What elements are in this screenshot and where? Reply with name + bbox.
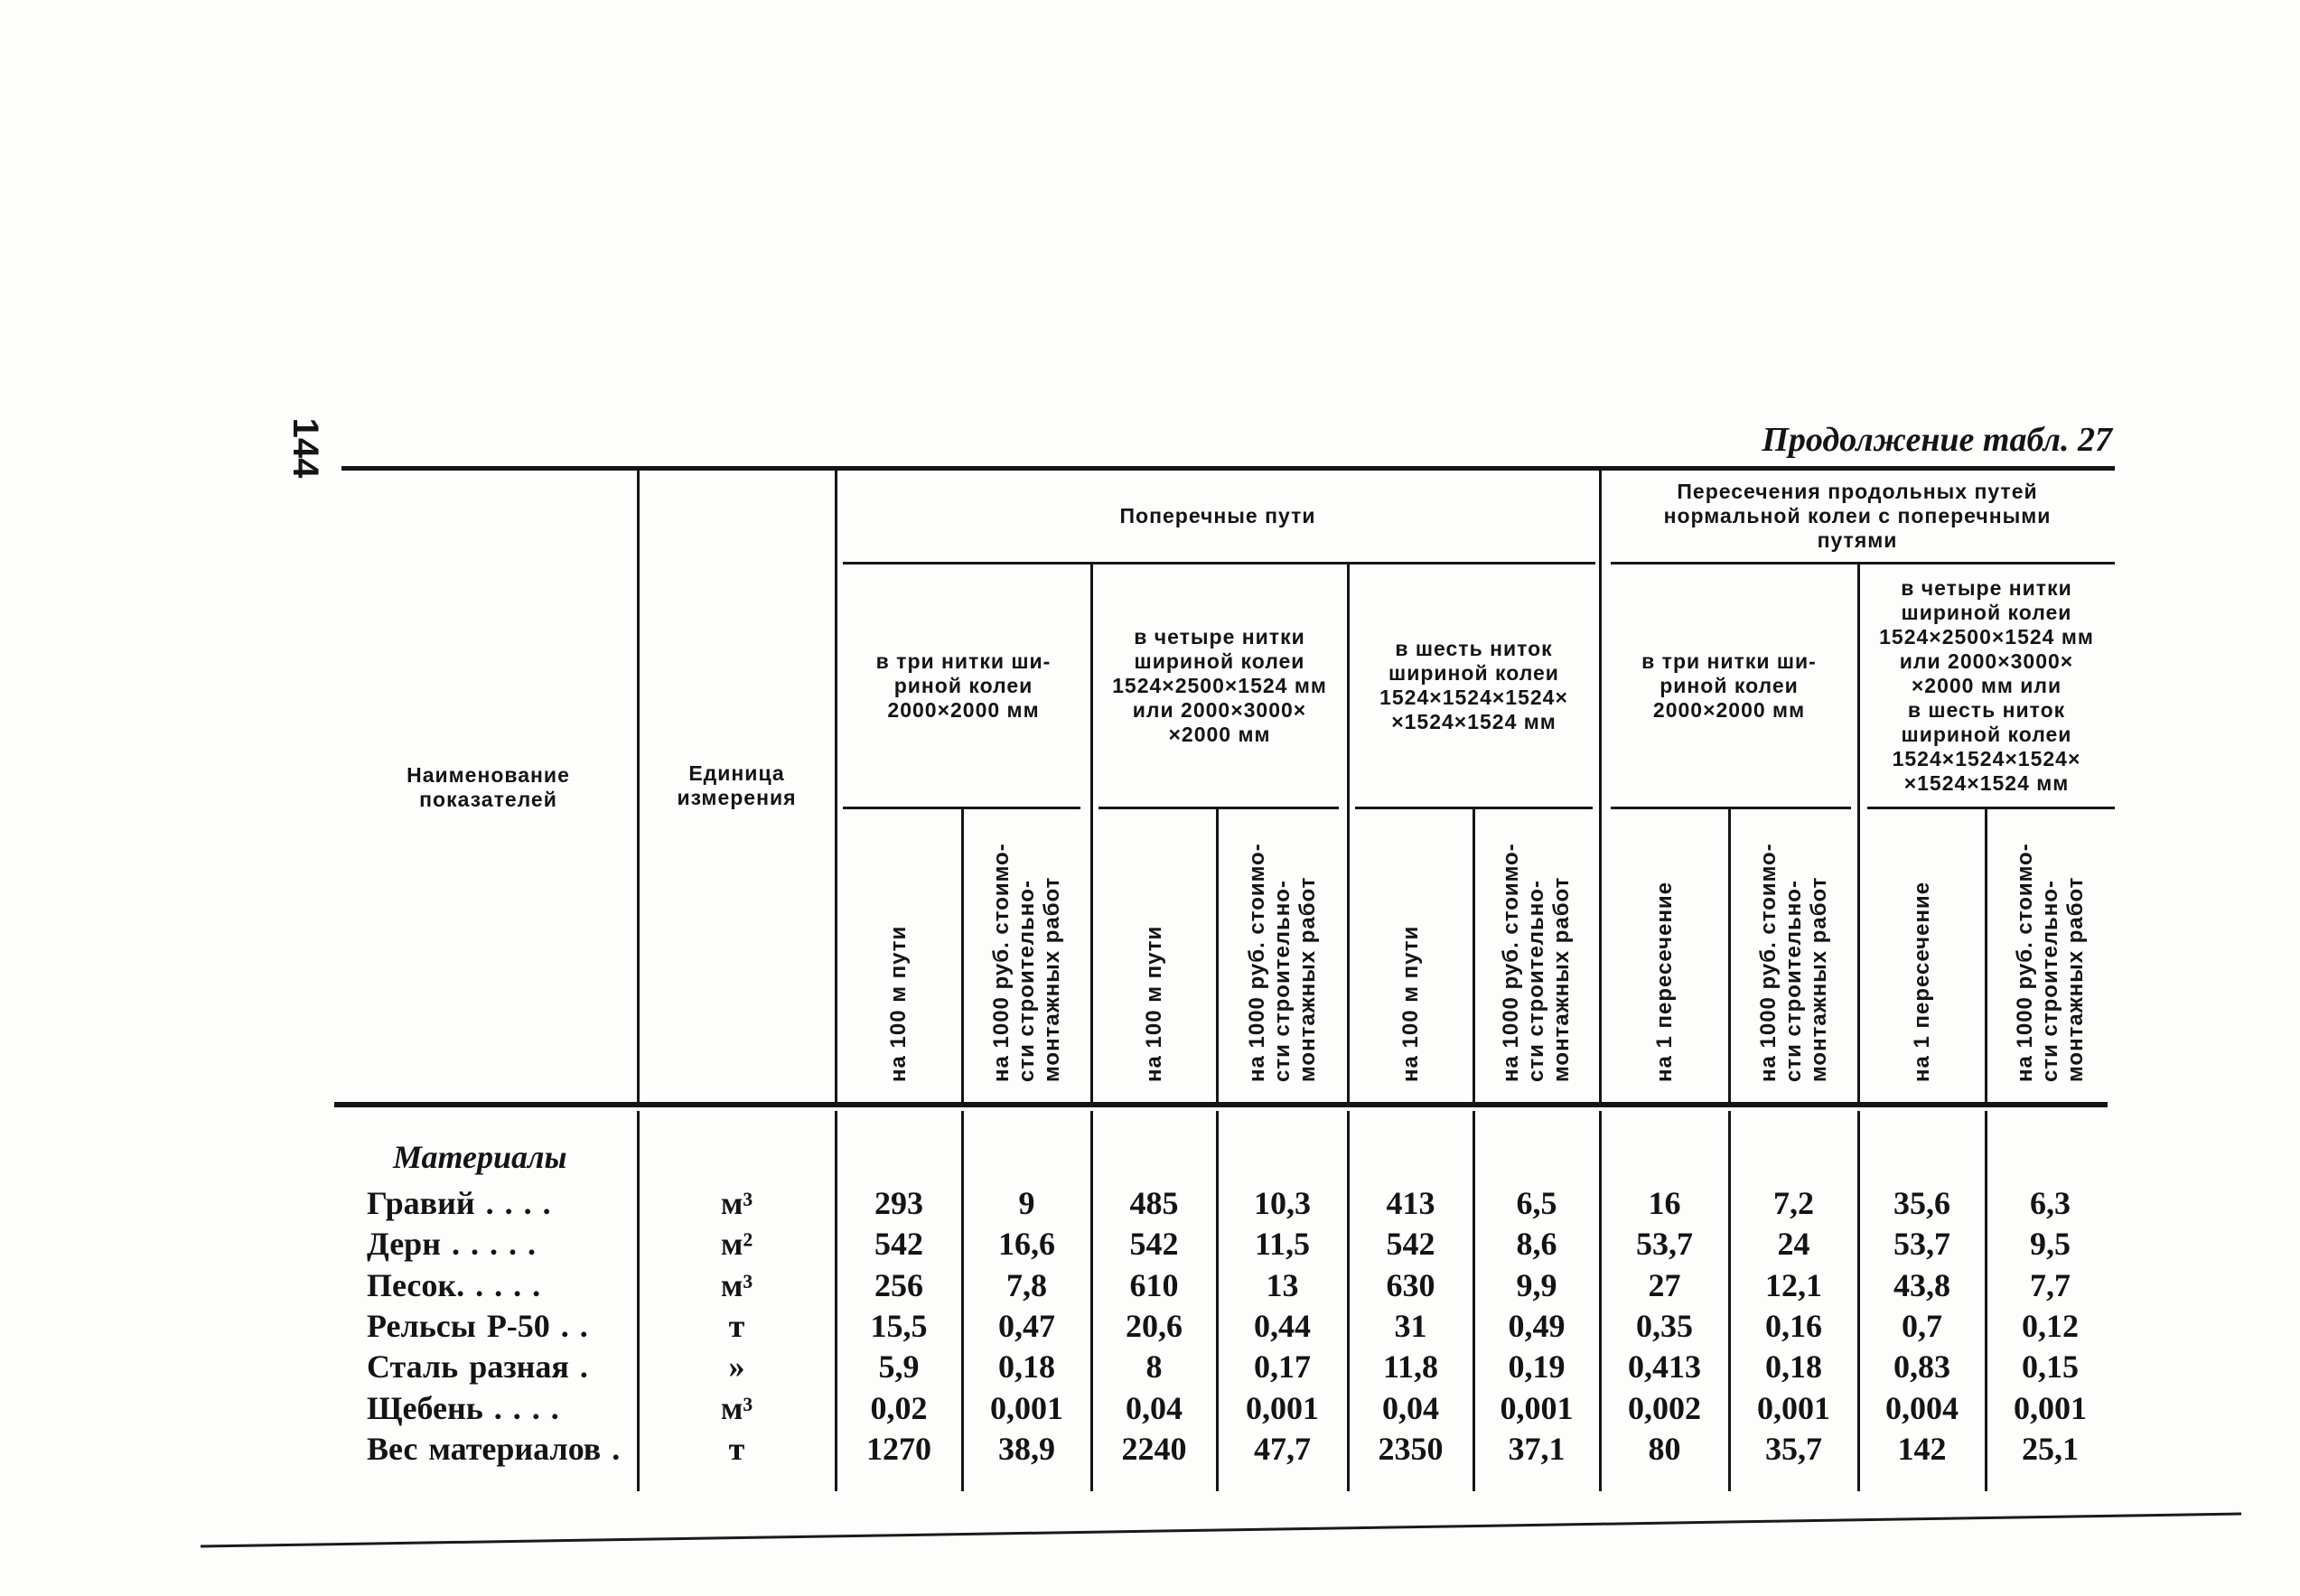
header-line: в три нитки ши-	[875, 649, 1052, 673]
label-line: сти строительно-	[1269, 880, 1295, 1082]
label-line: монтажных работ	[1039, 876, 1064, 1082]
material-value: 9	[1018, 1185, 1035, 1221]
material-value: 0,7	[1902, 1308, 1942, 1344]
material-value: 0,001	[1500, 1390, 1574, 1426]
material-value: 27	[1648, 1267, 1681, 1303]
rotated-label	[1756, 809, 1832, 1102]
material-value: 35,6	[1893, 1185, 1950, 1221]
material-value: 0,001	[1757, 1390, 1830, 1426]
material-value: 413	[1386, 1185, 1435, 1221]
header-line: или 2000×3000×	[1899, 649, 2074, 673]
material-value: 7,8	[1006, 1267, 1047, 1303]
measure-label-per-100m	[1091, 809, 1217, 1102]
label-line: на 100 м пути	[1141, 925, 1166, 1082]
label-line: монтажных работ	[1549, 876, 1574, 1082]
measure-label-per-1000-rub	[962, 809, 1091, 1102]
material-value: 0,19	[1508, 1349, 1566, 1385]
material-value: 0,47	[998, 1308, 1055, 1344]
rotated-label	[1245, 809, 1321, 1102]
material-value: 16,6	[998, 1226, 1055, 1262]
label-line: сти строительно-	[2037, 880, 2062, 1082]
material-value: 0,02	[870, 1390, 928, 1426]
section-title-materials: Материалы	[393, 1139, 567, 1175]
table-row	[0, 1388, 2300, 1429]
material-value: 0,16	[1765, 1308, 1822, 1344]
rotated-label	[1398, 809, 1424, 1102]
material-value: 0,002	[1628, 1390, 1701, 1426]
material-value: 10,3	[1254, 1185, 1311, 1221]
material-value: 15,5	[870, 1308, 928, 1344]
material-unit: »	[728, 1349, 745, 1385]
material-value: 2350	[1378, 1431, 1444, 1467]
material-value: 2240	[1121, 1431, 1187, 1467]
material-name: Щебень . . . .	[367, 1390, 559, 1426]
header-line: нормальной колеи с поперечными	[1663, 504, 2052, 527]
header-line: Наименование	[407, 763, 570, 787]
material-name: Вес материалов .	[367, 1431, 621, 1467]
rotated-label	[1910, 809, 1935, 1102]
header-subgroup-three-threads	[1600, 565, 1858, 807]
material-value: 38,9	[998, 1431, 1055, 1467]
material-value: 0,35	[1636, 1308, 1693, 1344]
header-line: путями	[1817, 528, 1898, 552]
bottom-rule-line	[201, 1514, 2241, 1546]
header-line: или 2000×3000×	[1132, 697, 1307, 722]
header-line: 1524×1524×1524×	[1892, 746, 2081, 770]
measure-label-per-intersection	[1600, 809, 1729, 1102]
material-value: 8	[1145, 1349, 1163, 1385]
rotated-label	[1499, 809, 1575, 1102]
header-line: ×1524×1524 мм	[1903, 770, 2070, 795]
label-line: монтажных работ	[2062, 876, 2088, 1082]
label-line: на 100 м пути	[886, 925, 911, 1082]
header-line: показателей	[419, 788, 557, 811]
material-name: Рельсы Р-50 . .	[367, 1308, 588, 1344]
material-value: 9,9	[1516, 1267, 1557, 1303]
label-line: сти строительно-	[1014, 880, 1039, 1082]
material-unit: т	[728, 1431, 745, 1467]
measure-label-per-1000-rub	[1473, 809, 1600, 1102]
header-line: 1524×2500×1524 мм	[1879, 624, 2094, 649]
material-value: 293	[874, 1185, 923, 1221]
material-value: 142	[1897, 1431, 1947, 1467]
header-subgroup-four-or-six-threads	[1858, 565, 2115, 807]
label-line: на 1000 руб. стоимо-	[1244, 843, 1269, 1082]
measure-label-per-1000-rub	[1729, 809, 1858, 1102]
label-line: на 1000 руб. стоимо-	[988, 843, 1014, 1082]
material-value: 0,001	[990, 1390, 1063, 1426]
header-line: в шесть ниток	[1395, 637, 1553, 660]
material-unit: т	[728, 1308, 745, 1344]
header-line: 1524×2500×1524 мм	[1112, 673, 1327, 697]
material-value: 0,17	[1254, 1349, 1311, 1385]
material-value: 53,7	[1636, 1226, 1693, 1262]
material-value: 37,1	[1508, 1431, 1566, 1467]
material-value: 12,1	[1765, 1267, 1822, 1303]
material-value: 47,7	[1254, 1431, 1311, 1467]
material-value: 0,18	[998, 1349, 1055, 1385]
material-name: Песок. . . . .	[367, 1267, 541, 1303]
header-group-cross-tracks	[836, 471, 1600, 562]
material-value: 6,3	[2030, 1185, 2071, 1221]
material-value: 0,15	[2022, 1349, 2079, 1385]
material-value: 542	[1386, 1226, 1435, 1262]
table-row	[0, 1429, 2300, 1470]
material-value: 0,18	[1765, 1349, 1822, 1385]
material-value: 24	[1777, 1226, 1810, 1262]
material-value: 542	[1129, 1226, 1179, 1262]
material-value: 11,8	[1382, 1349, 1438, 1385]
material-name: Дерн . . . . .	[367, 1226, 536, 1262]
material-value: 630	[1386, 1267, 1435, 1303]
material-value: 542	[874, 1226, 923, 1262]
material-value: 0,83	[1893, 1349, 1950, 1385]
material-value: 0,12	[2022, 1308, 2079, 1344]
header-line: Поперечные пути	[1119, 504, 1316, 527]
table-row	[0, 1224, 2300, 1265]
header-line: в четыре нитки	[1134, 624, 1305, 649]
material-value: 9,5	[2030, 1226, 2071, 1262]
material-value: 0,001	[1246, 1390, 1319, 1426]
label-line: на 1 пересечение	[1651, 881, 1677, 1082]
header-line: Единица	[688, 761, 785, 785]
label-line: на 100 м пути	[1398, 925, 1423, 1082]
header-line: риной колеи	[893, 673, 1033, 697]
material-value: 7,7	[2030, 1267, 2071, 1303]
label-line: на 1 пересечение	[1909, 881, 1934, 1082]
measure-label-per-1000-rub	[1986, 809, 2115, 1102]
material-value: 0,49	[1508, 1308, 1566, 1344]
material-value: 53,7	[1893, 1226, 1950, 1262]
header-indicator-name	[339, 755, 638, 820]
material-value: 25,1	[2022, 1431, 2079, 1467]
label-line: на 1000 руб. стоимо-	[1755, 843, 1781, 1082]
rotated-label	[2013, 809, 2089, 1102]
material-name: Гравий . . . .	[367, 1185, 551, 1221]
header-subgroup-three-threads	[836, 565, 1091, 807]
header-line: ×1524×1524 мм	[1391, 710, 1557, 733]
material-value: 43,8	[1893, 1267, 1950, 1303]
header-line: шириной колеи	[1134, 649, 1305, 673]
material-value: 0,004	[1885, 1390, 1959, 1426]
label-line: монтажных работ	[1295, 876, 1320, 1082]
material-value: 0,413	[1628, 1349, 1701, 1385]
material-value: 0,44	[1254, 1308, 1311, 1344]
header-unit	[638, 753, 836, 818]
material-value: 20,6	[1126, 1308, 1183, 1344]
material-unit: м²	[720, 1226, 753, 1262]
header-subgroup-six-threads	[1348, 565, 1600, 807]
material-value: 7,2	[1773, 1185, 1814, 1221]
material-value: 0,001	[2014, 1390, 2087, 1426]
header-line: измерения	[677, 786, 797, 809]
rotated-label	[886, 809, 912, 1102]
header-line: 2000×2000 мм	[887, 697, 1040, 722]
table-row	[0, 1183, 2300, 1224]
material-unit: м³	[720, 1390, 753, 1426]
material-value: 256	[874, 1267, 923, 1303]
material-unit: м³	[720, 1267, 753, 1303]
material-value: 0,04	[1382, 1390, 1439, 1426]
material-value: 80	[1648, 1431, 1681, 1467]
header-line: ×2000 мм или	[1911, 673, 2062, 697]
header-group-intersections	[1600, 471, 2115, 562]
label-line: монтажных работ	[1806, 876, 1831, 1082]
header-line: риной колеи	[1660, 673, 1799, 697]
header-bottom-rule	[334, 1102, 2108, 1107]
material-value: 35,7	[1765, 1431, 1822, 1467]
rotated-label	[1142, 809, 1167, 1102]
measure-label-per-1000-rub	[1217, 809, 1348, 1102]
material-unit: м³	[720, 1185, 753, 1221]
measure-label-per-intersection	[1858, 809, 1986, 1102]
header-line: шириной колеи	[1388, 661, 1559, 685]
material-value: 0,04	[1126, 1390, 1183, 1426]
header-line: шириной колеи	[1901, 600, 2072, 624]
label-line: сти строительно-	[1781, 880, 1806, 1082]
table-continuation-caption: Продолжение табл. 27	[1762, 421, 2112, 459]
page-number: 144	[285, 417, 325, 479]
label-line: на 1000 руб. стоимо-	[2012, 843, 2037, 1082]
material-value: 1270	[866, 1431, 931, 1467]
header-line: шириной колеи	[1901, 722, 2072, 746]
measure-label-per-100m	[836, 809, 962, 1102]
material-value: 31	[1394, 1308, 1427, 1344]
measure-label-per-100m	[1348, 809, 1473, 1102]
material-value: 16	[1648, 1185, 1681, 1221]
header-subgroup-four-threads	[1091, 565, 1348, 807]
table-row	[0, 1347, 2300, 1387]
label-line: на 1000 руб. стоимо-	[1499, 843, 1523, 1082]
table-row	[0, 1265, 2300, 1306]
header-line: в четыре нитки	[1901, 575, 2072, 600]
material-value: 5,9	[878, 1349, 920, 1385]
header-line: Пересечения продольных путей	[1677, 480, 2038, 503]
material-value: 610	[1129, 1267, 1179, 1303]
label-line: сти строительно-	[1524, 880, 1548, 1082]
material-name: Сталь разная .	[367, 1349, 588, 1385]
material-value: 8,6	[1516, 1226, 1557, 1262]
material-value: 6,5	[1516, 1185, 1557, 1221]
header-line: в шесть ниток	[1907, 697, 2066, 722]
header-line: ×2000 мм	[1168, 722, 1271, 746]
material-value: 11,5	[1254, 1226, 1310, 1262]
rotated-label	[989, 809, 1065, 1102]
header-line: 2000×2000 мм	[1652, 697, 1806, 722]
table-row	[0, 1306, 2300, 1347]
header-line: 1524×1524×1524×	[1379, 686, 1568, 709]
material-value: 485	[1129, 1185, 1179, 1221]
material-value: 13	[1266, 1267, 1299, 1303]
rotated-label	[1652, 809, 1678, 1102]
header-line: в три нитки ши-	[1641, 649, 1817, 673]
